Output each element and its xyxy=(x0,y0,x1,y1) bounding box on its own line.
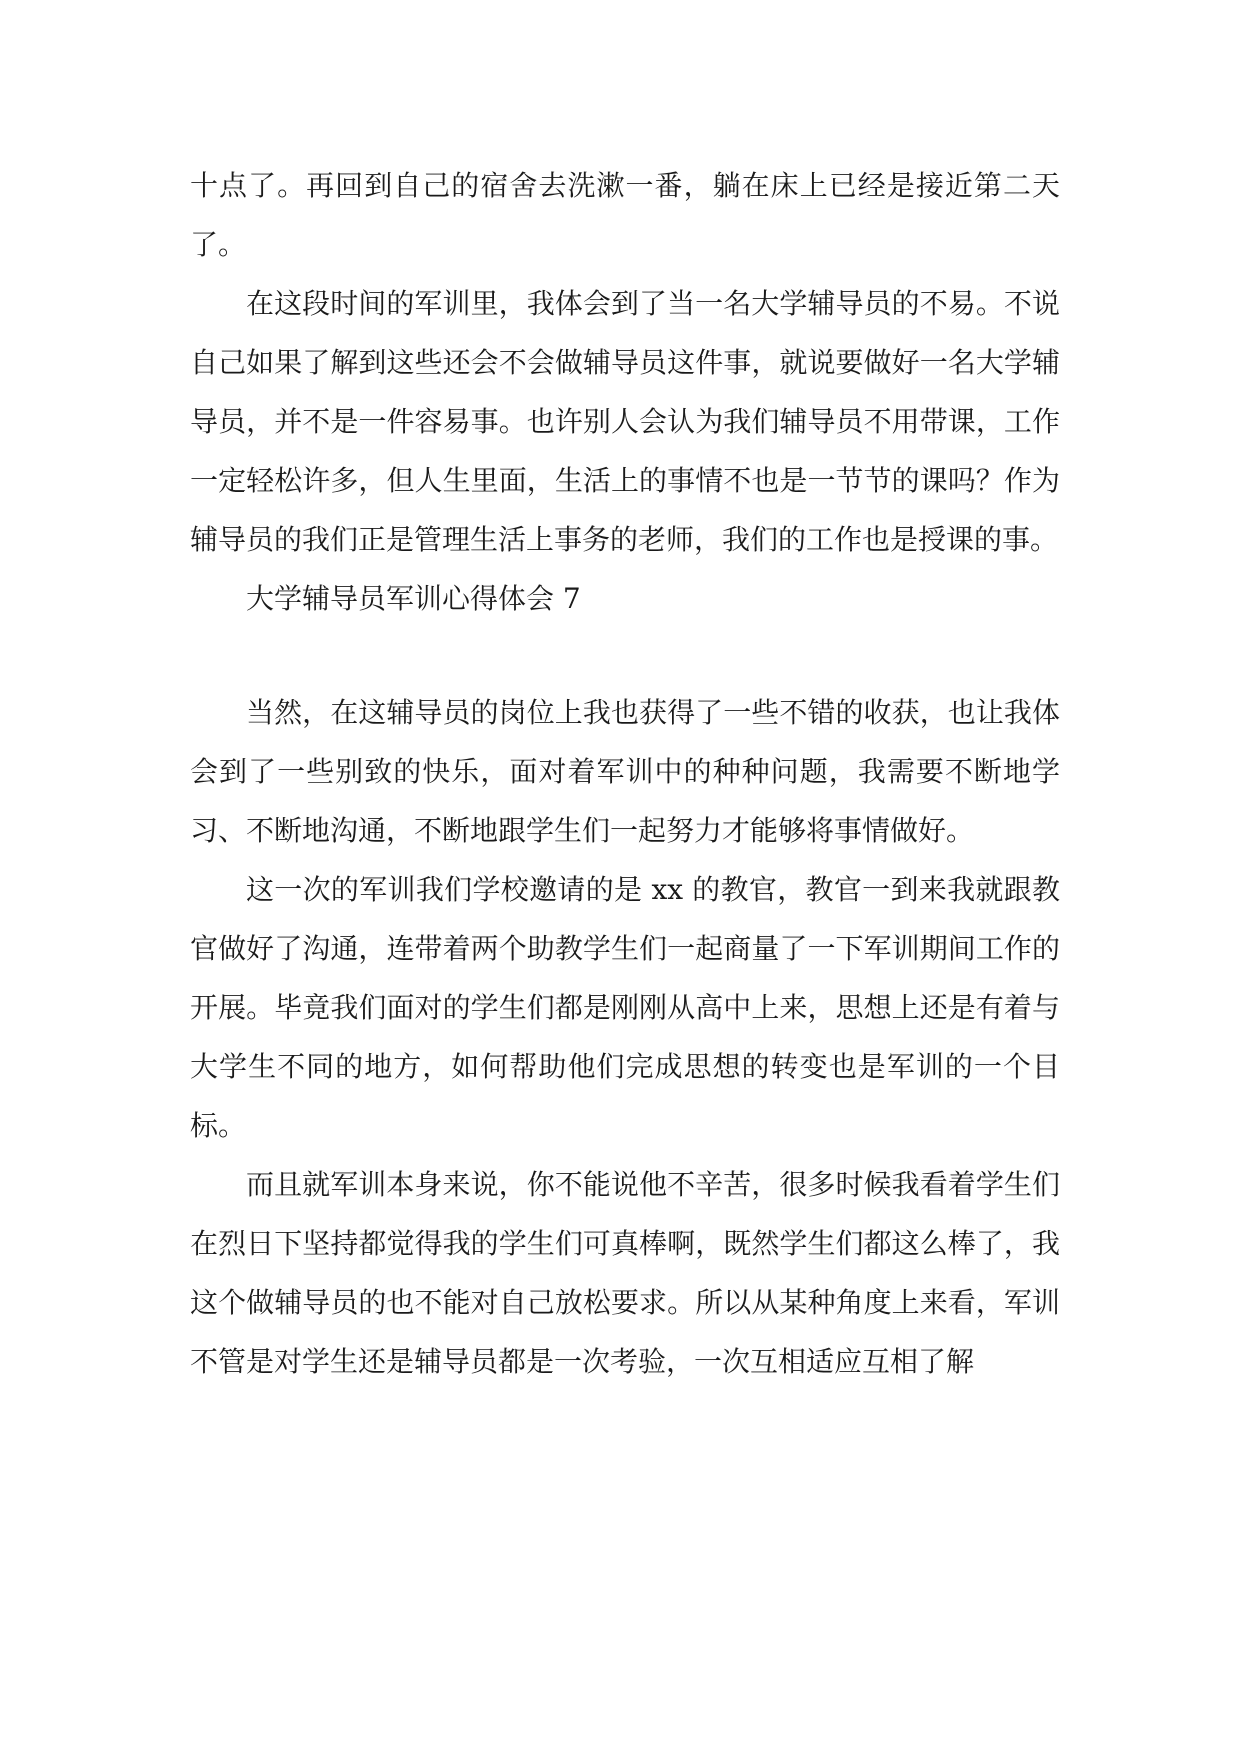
paragraph: 当然，在这辅导员的岗位上我也获得了一些不错的收获，也让我体会到了一些别致的快乐，面对着军训中的种种问题，我需要不断地学习、不断地沟通，不断地跟学生们一起努力才能够将事情做好。 xyxy=(190,696,1060,847)
paragraph: 十点了。再回到自己的宿舍去洗漱一番，躺在床上已经是接近第二天了。 xyxy=(190,169,1060,261)
paragraph: 在这段时间的军训里，我体会到了当一名大学辅导员的不易。不说自己如果了解到这些还会不会做辅导员这件事，就说要做好一名大学辅导员，并不是一件容易事。也许别人会认为我们辅导员不用带课，工作一定轻松许多，但人生里面，生活上的事情不也是一节节的课吗？作为辅导员的我们正是管理生活上事务的老师，我们的工作也是授课的事。 xyxy=(190,287,1060,556)
paragraph: 而且就军训本身来说，你不能说他不辛苦，很多时候我看着学生们在烈日下坚持都觉得我的学生们可真棒啊，既然学生们都这么棒了，我这个做辅导员的也不能对自己放松要求。所以从某种角度上来看，军训不管是对学生还是辅导员都是一次考验，一次互相适应互相了解 xyxy=(190,1168,1060,1378)
paragraph: 这一次的军训我们学校邀请的是 xx 的教官，教官一到来我就跟教官做好了沟通，连带着两个助教学生们一起商量了一下军训期间工作的开展。毕竟我们面对的学生们都是刚刚从高中上来，思想上还是有着与大学生不同的地方，如何帮助他们完成思想的转变也是军训的一个目标。 xyxy=(190,873,1060,1142)
section-title: 大学辅导员军训心得体会 7 xyxy=(246,582,581,615)
document-body xyxy=(190,156,1060,1391)
